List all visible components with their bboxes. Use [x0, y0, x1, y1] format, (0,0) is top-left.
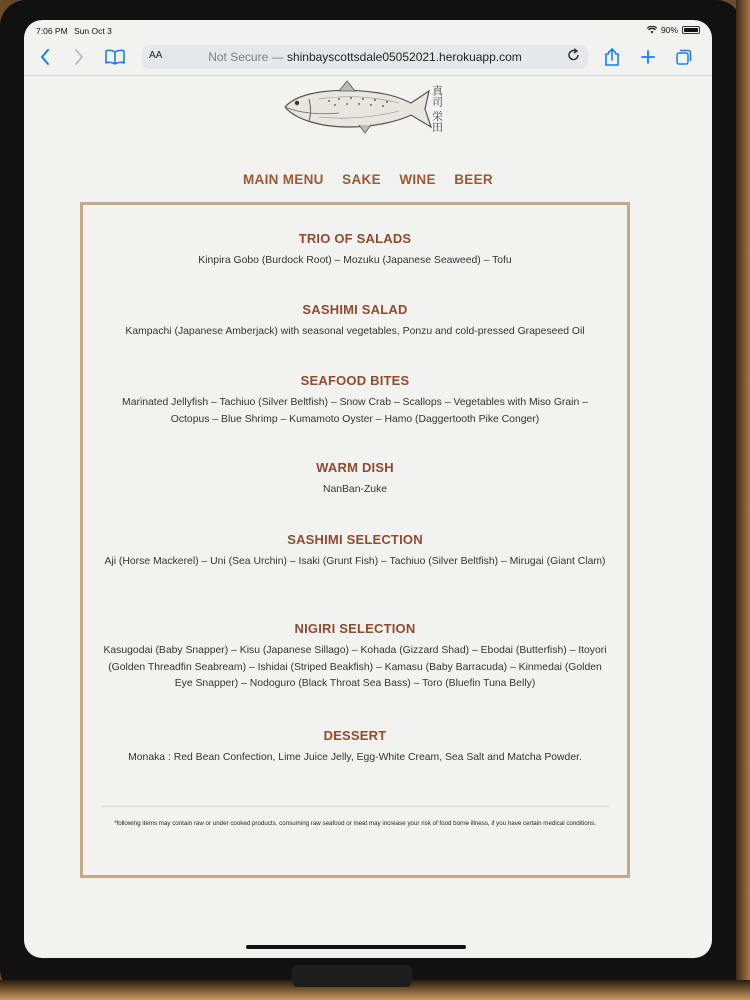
- nav-main-menu[interactable]: MAIN MENU: [243, 172, 324, 187]
- section-title: SASHIMI SALAD: [302, 302, 408, 317]
- url-text: shinbayscottsdale05052021.herokuapp.com: [286, 50, 522, 64]
- footnote: *following items may contain raw or under cooked products. consuming raw seafood or meat may increase your risk of food borne illness, if you have certain medical conditions.: [114, 820, 596, 827]
- menu-section-sashimi-selection: [103, 532, 607, 571]
- nav-beer[interactable]: BEER: [454, 172, 493, 187]
- text-size-button[interactable]: AA: [149, 50, 163, 61]
- section-items: Kampachi (Japanese Amberjack) with seasonal vegetables, Ponzu and cold-pressed Grapeseed Oil: [125, 326, 585, 337]
- section-items: Kasugodai (Baby Snapper) – Kisu (Japanese Sillago) – Kohada (Gizzard Shad) – Ebodai (Butterfish) – Itoyori (Golden Threadfin Seabream) – Ishidai (Striped Beakfish) – Kamasu (Baby Barracuda) – Kinmedai (Golden Eye Snapper) – Nodoguro (Black Throat Sea Bass) – Toro (Bluefin Tuna Belly): [103, 645, 607, 690]
- new-tab-icon: [641, 50, 655, 64]
- menu-navigation: [24, 171, 712, 189]
- new-tab-button[interactable]: [638, 45, 658, 69]
- address-bar[interactable]: [142, 45, 588, 69]
- menu-section-trio-of-salads: [103, 231, 607, 270]
- status-right: [647, 25, 700, 35]
- bookmarks-icon: [105, 49, 125, 65]
- battery-icon: [682, 26, 700, 34]
- forward-icon: [74, 49, 84, 65]
- back-button[interactable]: [36, 45, 54, 69]
- section-title: DESSERT: [323, 728, 387, 743]
- share-button[interactable]: [602, 45, 622, 69]
- browser-toolbar: [24, 38, 712, 76]
- section-title: SASHIMI SELECTION: [287, 532, 423, 547]
- wifi-icon: [647, 26, 657, 34]
- menu-section-seafood-bites: [103, 373, 607, 428]
- section-items: Marinated Jellyfish – Tachiuo (Silver Beltfish) – Snow Crab – Scallops – Vegetables with Miso Grain – Octopus – Blue Shrimp – Kumamoto Oyster – Hamo (Daggertooth Pike Conger): [122, 397, 588, 425]
- status-date: Sun Oct 3: [74, 26, 112, 36]
- status-bar: [24, 20, 712, 38]
- menu-section-nigiri-selection: [103, 621, 607, 693]
- section-items: Monaka : Red Bean Confection, Lime Juice Jelly, Egg-White Cream, Sea Salt and Matcha Powder.: [128, 752, 582, 763]
- section-title: WARM DISH: [316, 460, 394, 475]
- footnote-divider: [101, 806, 609, 807]
- nav-sake[interactable]: SAKE: [342, 172, 381, 187]
- logo-text: 真司 栄田: [430, 85, 444, 133]
- section-title: TRIO OF SALADS: [298, 231, 412, 246]
- device-bezel-notch: [292, 965, 412, 987]
- section-items: NanBan-Zuke: [322, 484, 388, 495]
- status-time: 7:06 PM: [36, 26, 68, 36]
- reload-icon: [567, 48, 580, 62]
- back-icon: [40, 49, 50, 65]
- device-screen: [24, 20, 712, 958]
- section-items: Aji (Horse Mackerel) – Uni (Sea Urchin) – Isaki (Grunt Fish) – Tachiuo (Silver Beltfish) – Mirugai (Giant Clam): [104, 556, 606, 567]
- table-background: [736, 0, 750, 1000]
- menu-section-sashimi-salad: [103, 302, 607, 341]
- web-page: [24, 76, 712, 958]
- share-icon: [604, 48, 620, 66]
- security-label: Not Secure —: [208, 50, 284, 64]
- tabs-button[interactable]: [674, 45, 694, 69]
- bookmarks-button[interactable]: [104, 45, 126, 69]
- section-items: Kinpira Gobo (Burdock Root) – Mozuku (Japanese Seaweed) – Tofu: [198, 255, 512, 266]
- menu-section-warm-dish: [103, 460, 607, 499]
- fish-logo: [279, 79, 449, 141]
- home-indicator[interactable]: [246, 945, 466, 949]
- nav-wine[interactable]: WINE: [399, 172, 436, 187]
- reload-button[interactable]: [567, 48, 580, 65]
- fish-icon: [285, 81, 431, 133]
- tabs-icon: [676, 49, 692, 65]
- battery-percentage: 90%: [660, 25, 678, 35]
- menu-section-dessert: [103, 728, 607, 767]
- forward-button[interactable]: [70, 45, 88, 69]
- section-title: SEAFOOD BITES: [300, 373, 410, 388]
- section-title: NIGIRI SELECTION: [294, 621, 416, 636]
- address-url: [142, 50, 588, 64]
- menu-card: [80, 202, 630, 878]
